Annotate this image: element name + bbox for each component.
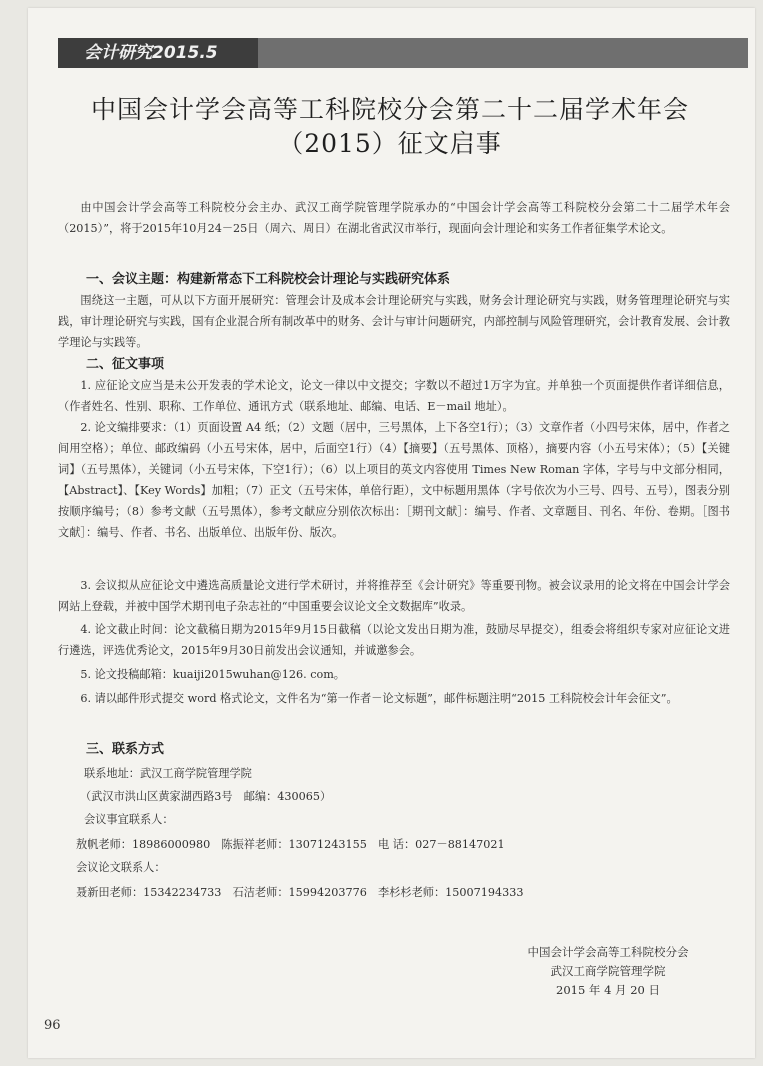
section2-heading: 二、征文事项 xyxy=(86,357,165,372)
item-2: 2. 论文编排要求：（1）页面设置 A4 纸；（2）文题（居中，三号黑体，上下各空1行）；（3）文章作者（小四号宋体，居中，作者之间用空格）；单位、邮政编码（小五号宋体，居中，后面空1行）（4）【摘要】（五号黑体、顶格），摘要内容（小五号宋体）；（5）【关键词】（五号黑体），关键词（小五号宋体，下空1行）；（6）以上项目的英文内容使用 Times New Roman 字体，字号与中文部分相同，【Abstract】、【Key Words】加粗；（7）正文（五号宋体，单倍行距），文中标题用黑体（字号依次为小三号、四号、五号），图表分别按顺序编号；（8）参考文献（五号黑体），参考文献应分别依次标出：［期刊文献］：编号、作者、文章题目、刊名、年份、卷期。［图书文献］：编号、作者、书名、出版单位、出版年份、版次。 xyxy=(58,421,730,539)
section3-heading: 三、联系方式 xyxy=(86,742,165,757)
item-6: 6. 请以邮件形式提交 word 格式论文，文件名为“第一作者－论文标题”，邮件标题注明“2015 工科院校会计年会征文”。 xyxy=(80,692,678,705)
contact-affairs: 敖帆老师：18986000980 陈振祥老师：13071243155 电 话：027－88147021 xyxy=(76,838,505,851)
item-5: 5. 论文投稿邮箱：kuaiji2015wuhan@126. com。 xyxy=(80,668,345,681)
title-line-2: （2015）征文启事 xyxy=(278,129,502,158)
page-number: 96 xyxy=(44,1018,61,1033)
contact-paper: 聂新田老师：15342234733 石洁老师：15994203776 李杉杉老师：15007194333 xyxy=(76,886,524,899)
section1-heading: 一、会议主题：构建新常态下工科院校会计理论与实践研究体系 xyxy=(86,272,451,287)
journal-header: 会计研究2015.5 xyxy=(58,38,258,68)
section1-body: 围绕这一主题，可从以下方面开展研究：管理会计及成本会计理论研究与实践，财务会计理论研究与实践，财务管理理论研究与实践，审计理论研究与实践，国有企业混合所有制改革中的财务、会计与审计问题研究，内部控制与风险管理研究，会计教育发展、会计教学理论与实践等。 xyxy=(58,294,730,349)
signature-host: 武汉工商学院管理学院 xyxy=(550,964,666,978)
contact-address-detail: （武汉市洪山区黄家湖西路3号 邮编：430065） xyxy=(80,790,332,803)
item-4: 4. 论文截止时间：论文截稿日期为2015年9月15日截稿（以论文发出日期为准，鼓励尽早提交），组委会将组织专家对应征论文进行遴选，评选优秀论文，2015年9月30日前发出会议通知，并诚邀参会。 xyxy=(58,623,730,657)
contact-affairs-label: 会议事宜联系人： xyxy=(84,813,174,826)
title-line-1: 中国会计学会高等工科院校分会第二十二届学术年会 xyxy=(90,95,689,124)
signature-date: 2015 年 4 月 20 日 xyxy=(556,983,660,997)
contact-paper-label: 会议论文联系人： xyxy=(76,861,166,874)
item-1: 1. 应征论文应当是未公开发表的学术论文，论文一律以中文提交；字数以不超过1万字为宜。并单独一个页面提供作者详细信息，（作者姓名、性别、职称、工作单位、通讯方式（联系地址、邮编、电话、E－mail 地址）。 xyxy=(58,379,730,413)
intro-paragraph: 由中国会计学会高等工科院校分会主办、武汉工商学院管理学院承办的“中国会计学会高等工科院校分会第二十二届学术年会（2015）”，将于2015年10月24－25日（周六、周日）在湖北省武汉市举行，现面向会计理论和实务工作者征集学术论文。 xyxy=(58,201,730,235)
contact-address: 联系地址：武汉工商学院管理学院 xyxy=(84,767,252,780)
journal-header-band xyxy=(58,38,748,68)
item-3: 3. 会议拟从应征论文中遴选高质量论文进行学术研讨，并将推荐至《会计研究》等重要刊物。被会议录用的论文将在中国会计学会网站上登载，并被中国学术期刊电子杂志社的“中国重要会议论文全文数据库”收录。 xyxy=(58,579,730,613)
signature-organizer: 中国会计学会高等工科院校分会 xyxy=(527,945,689,959)
